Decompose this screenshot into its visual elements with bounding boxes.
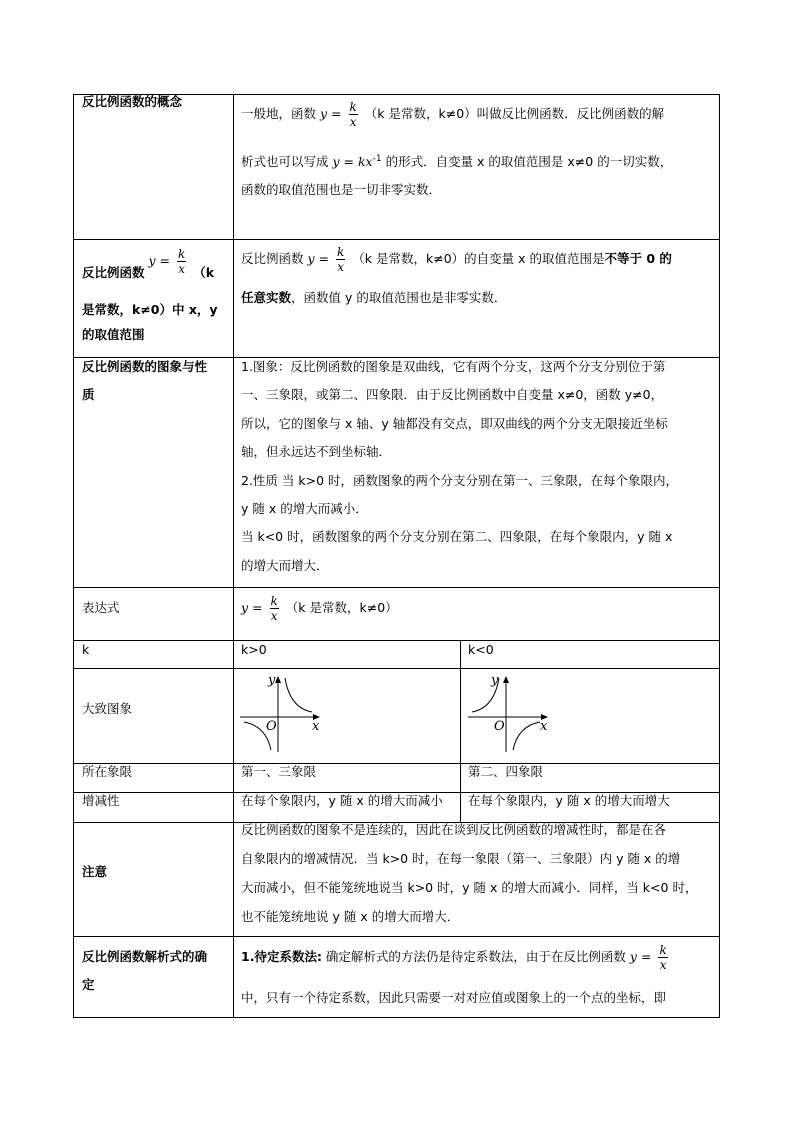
fraction-k-over-x: $\frac{k}{x}$ <box>349 100 357 129</box>
graph-k-positive <box>236 672 326 758</box>
properties-line: 2.性质 当 k>0 时，函数图象的两个分支分别在第一、三象限，在每个象限内， <box>241 472 679 488</box>
properties-line: 当 k<0 时，函数图象的两个分支分别在第二、四象限，在每个象限内，y 随 x <box>241 529 673 545</box>
domain-label-line-1: 反比例函数 y = $\frac{k}{x}$ （k <box>82 247 215 280</box>
mono-negative: 在每个象限内，y 随 x 的增大而增大 <box>468 793 670 808</box>
note-line: 大而减小，但不能笼统地说当 k>0 时，y 随 x 的增大而减小．同样，当 k<0 时， <box>241 880 698 895</box>
mono-label: 增减性 <box>82 793 120 808</box>
determine-label-1: 反比例函数解析式的确 <box>82 949 208 964</box>
mono-positive: 在每个象限内，y 随 x 的增大而减小 <box>241 793 443 808</box>
quad-negative: 第二、四象限 <box>468 764 544 779</box>
domain-label-line-2: 是常数，k≠0）中 x，y <box>82 302 218 317</box>
k-negative: k<0 <box>468 642 494 657</box>
determine-label-2: 定 <box>82 977 95 992</box>
concept-line-2: 析式也可以写成 $y = kx^{-1}$ 的形式．自变量 x 的取值范围是 x≠0 的一切实数， <box>241 154 673 170</box>
note-line: 也不能笼统地说 y 随 x 的增大而增大． <box>241 909 460 924</box>
k-positive: k>0 <box>241 642 267 657</box>
note-line: 反比例函数的图象不是连续的，因此在谈到反比例函数的增减性时，都是在各 <box>241 822 667 837</box>
graph-k-negative <box>464 672 554 758</box>
domain-label-line-3: 的取值范围 <box>82 327 145 342</box>
axis-x-label: x <box>540 719 548 734</box>
axis-y-label: y <box>268 673 276 688</box>
properties-label-1: 反比例函数的图象与性 <box>82 359 208 374</box>
domain-line-2: 任意实数，函数值 y 的取值范围也是非零实数． <box>241 290 507 305</box>
properties-line: 1.图象：反比例函数的图象是双曲线，它有两个分支，这两个分支分别位于第 <box>241 359 666 374</box>
quad-label: 所在象限 <box>82 764 133 779</box>
graph-label: 大致图象 <box>82 701 133 716</box>
origin-label: O <box>266 719 277 734</box>
axis-y-label: y <box>491 673 499 688</box>
properties-line: 一、三象限，或第二、四象限．由于反比例函数中自变量 x≠0，函数 y≠0， <box>241 387 664 403</box>
note-label: 注意 <box>82 864 108 879</box>
properties-line: 轴，但永远达不到坐标轴． <box>241 444 392 460</box>
properties-line: y 随 x 的增大而减小． <box>241 501 368 516</box>
axis-x-label: x <box>312 719 320 734</box>
concept-line-1: 一般地，函数 y = $\frac{k}{x}$ （k 是常数，k≠0）叫做反比例函数．反比例函数的解 <box>241 100 665 129</box>
concept-line-3: 函数的取值范围也是一切非零实数． <box>241 182 442 197</box>
properties-label-2: 质 <box>82 387 95 402</box>
quad-positive: 第一、三象限 <box>241 764 317 779</box>
note-line: 自象限内的增减情况．当 k>0 时，在每一象限（第一、三象限）内 y 随 x 的增 <box>241 851 681 866</box>
k-label: k <box>82 642 90 657</box>
concept-label: 反比例函数的概念 <box>82 94 183 109</box>
properties-line: 的增大而增大． <box>241 557 329 573</box>
determine-line-1: 1.待定系数法: 确定解析式的方法仍是待定系数法，由于在反比例函数 y = $\frac{k}{x}$ <box>241 943 667 972</box>
expr-label: 表达式 <box>82 600 120 615</box>
properties-line: 所以，它的图象与 x 轴、y 轴都没有交点，即双曲线的两个分支无限接近坐标 <box>241 415 668 431</box>
determine-line-2: 中，只有一个待定系数，因此只需要一对对应值或图象上的一个点的坐标，即 <box>241 990 667 1005</box>
domain-line-1: 反比例函数 y = $\frac{k}{x}$ （k 是常数，k≠0）的自变量 x 的取值范围是不等于 0 的 <box>241 245 672 274</box>
origin-label: O <box>494 719 505 734</box>
expr-formula: y = $\frac{k}{x}$ （k 是常数，k≠0） <box>241 594 398 623</box>
